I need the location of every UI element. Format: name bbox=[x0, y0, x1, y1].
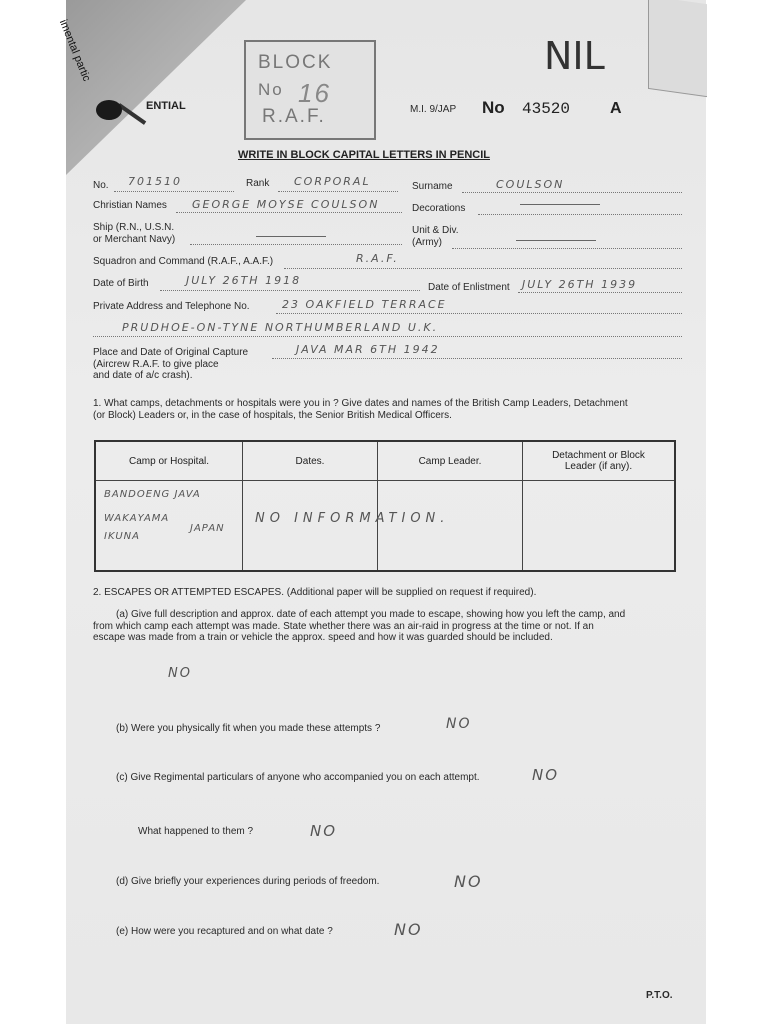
serial-number: 43520 bbox=[522, 100, 571, 118]
col-camp: Camp or Hospital. bbox=[95, 441, 243, 481]
mi-reference: M.I. 9/JAP bbox=[410, 104, 457, 115]
address-label: Private Address and Telephone No. bbox=[93, 301, 250, 312]
confidential-label: ENTIAL bbox=[146, 100, 186, 112]
q2c-question: (c) Give Regimental particulars of anyone who accompanied you on each attempt. bbox=[116, 772, 480, 783]
q2a-line-3: escape was made from a train or vehicle the approx. speed and how it was guarded should be included. bbox=[93, 632, 553, 643]
capture-label-1: Place and Date of Original Capture bbox=[93, 347, 249, 358]
address-line-1 bbox=[276, 313, 682, 314]
camp-2: WAKAYAMA bbox=[104, 513, 170, 524]
col-dates: Dates. bbox=[243, 441, 378, 481]
form-instruction: WRITE IN BLOCK CAPITAL LETTERS IN PENCIL bbox=[238, 149, 490, 161]
rank-line bbox=[278, 191, 398, 192]
camp-1: BANDOENG JAVA bbox=[104, 489, 201, 500]
ship-line bbox=[190, 244, 402, 245]
stamp-line-1: BLOCK bbox=[258, 52, 333, 73]
camps-table-row bbox=[95, 481, 675, 572]
col-camp-leader: Camp Leader. bbox=[378, 441, 523, 481]
unit-label-1: Unit & Div. bbox=[412, 225, 459, 236]
q2a-answer: NO bbox=[168, 666, 192, 681]
serial-series: A bbox=[610, 100, 622, 117]
decorations-line bbox=[478, 214, 682, 215]
squadron-value: R.A.F. bbox=[356, 252, 399, 265]
q2c2-answer: NO bbox=[310, 822, 338, 840]
enlist-label: Date of Enlistment bbox=[428, 282, 510, 293]
pto-label: P.T.O. bbox=[646, 990, 673, 1001]
underlying-sheet-edge bbox=[648, 0, 707, 97]
address-value-2: PRUDHOE-ON-TYNE NORTHUMBERLAND U.K. bbox=[122, 321, 439, 334]
squadron-line bbox=[284, 268, 682, 269]
dob-value: JULY 26TH 1918 bbox=[186, 274, 302, 287]
q2-heading: 2. ESCAPES OR ATTEMPTED ESCAPES. (Additional paper will be supplied on request if required). bbox=[93, 587, 537, 598]
no-information: NO INFORMATION. bbox=[255, 511, 450, 526]
camps-table bbox=[94, 440, 676, 572]
capture-label-3: and date of a/c crash). bbox=[93, 370, 193, 381]
surname-label: Surname bbox=[412, 181, 453, 192]
address-line-2 bbox=[93, 336, 682, 337]
camp-cell bbox=[95, 481, 243, 572]
block-stamp bbox=[244, 40, 376, 140]
address-value-1: 23 OAKFIELD TERRACE bbox=[282, 298, 447, 311]
q2b-question: (b) Were you physically fit when you made these attempts ? bbox=[116, 723, 381, 734]
surname-value: COULSON bbox=[496, 178, 565, 191]
rank-label: Rank bbox=[246, 178, 270, 189]
q2d-answer: NO bbox=[454, 872, 483, 891]
q2a-line-1: (a) Give full description and approx. date of each attempt you made to escape, showing how you left the camp, and bbox=[116, 609, 626, 620]
christian-label: Christian Names bbox=[93, 200, 167, 211]
treasury-tag-knot bbox=[96, 100, 122, 120]
camps-table-header bbox=[95, 441, 675, 481]
enlist-line bbox=[518, 292, 682, 293]
decorations-label: Decorations bbox=[412, 203, 466, 214]
capture-value: JAVA MAR 6TH 1942 bbox=[296, 343, 440, 356]
q1-line-1: 1. What camps, detachments or hospitals were you in ? Give dates and names of the British Camp Leaders, Detachment bbox=[93, 398, 628, 409]
unit-line bbox=[452, 248, 682, 249]
stamp-line-3: R.A.F. bbox=[262, 106, 326, 127]
ship-label-1: Ship (R.N., U.S.N. bbox=[93, 222, 175, 233]
no-label: No. bbox=[93, 180, 109, 191]
corner-text: imental partic bbox=[56, 18, 93, 84]
capture-label-2: (Aircrew R.A.F. to give place bbox=[93, 359, 219, 370]
dob-line bbox=[160, 290, 420, 291]
block-leader-cell bbox=[523, 481, 676, 572]
no-line bbox=[114, 191, 234, 192]
unit-label-2: (Army) bbox=[412, 237, 442, 248]
enlist-value: JULY 26TH 1939 bbox=[522, 278, 638, 291]
scanned-form bbox=[56, 0, 706, 1024]
q2e-answer: NO bbox=[394, 920, 423, 939]
christian-line bbox=[176, 212, 402, 213]
dates-cell bbox=[243, 481, 450, 572]
rank-value: CORPORAL bbox=[294, 175, 371, 188]
q2c-answer: NO bbox=[532, 766, 560, 784]
stamp-line-2: No bbox=[258, 80, 284, 99]
stamp-number: 16 bbox=[298, 78, 331, 108]
q2d-question: (d) Give briefly your experiences during periods of freedom. bbox=[116, 876, 380, 887]
christian-value: GEORGE MOYSE COULSON bbox=[192, 198, 380, 211]
ship-label-2: or Merchant Navy) bbox=[93, 234, 176, 245]
col-block-leader: Detachment or Block Leader (if any). bbox=[523, 441, 676, 481]
no-value: 701510 bbox=[128, 175, 182, 188]
folded-corner bbox=[66, 0, 246, 175]
q2e-question: (e) How were you recaptured and on what date ? bbox=[116, 926, 333, 937]
nil-mark: NIL bbox=[544, 34, 605, 78]
q1-line-2: (or Block) Leaders or, in the case of hospitals, the Senior British Medical Officers. bbox=[93, 410, 452, 421]
unit-dash bbox=[516, 240, 596, 241]
q2c2-question: What happened to them ? bbox=[138, 826, 254, 837]
q2b-answer: NO bbox=[446, 716, 472, 732]
capture-line bbox=[272, 358, 682, 359]
camp-4: JAPAN bbox=[190, 523, 225, 534]
surname-line bbox=[462, 192, 682, 193]
q2a-line-2: from which camp each attempt was made. State whether there was an air-raid in progress at the time or not. If an bbox=[93, 621, 594, 632]
ship-dash bbox=[256, 236, 326, 237]
squadron-label: Squadron and Command (R.A.F., A.A.F.) bbox=[93, 256, 274, 267]
camp-3: IKUNA bbox=[104, 531, 140, 542]
decorations-dash bbox=[520, 204, 600, 205]
dob-label: Date of Birth bbox=[93, 278, 149, 289]
number-label: No bbox=[482, 98, 505, 117]
